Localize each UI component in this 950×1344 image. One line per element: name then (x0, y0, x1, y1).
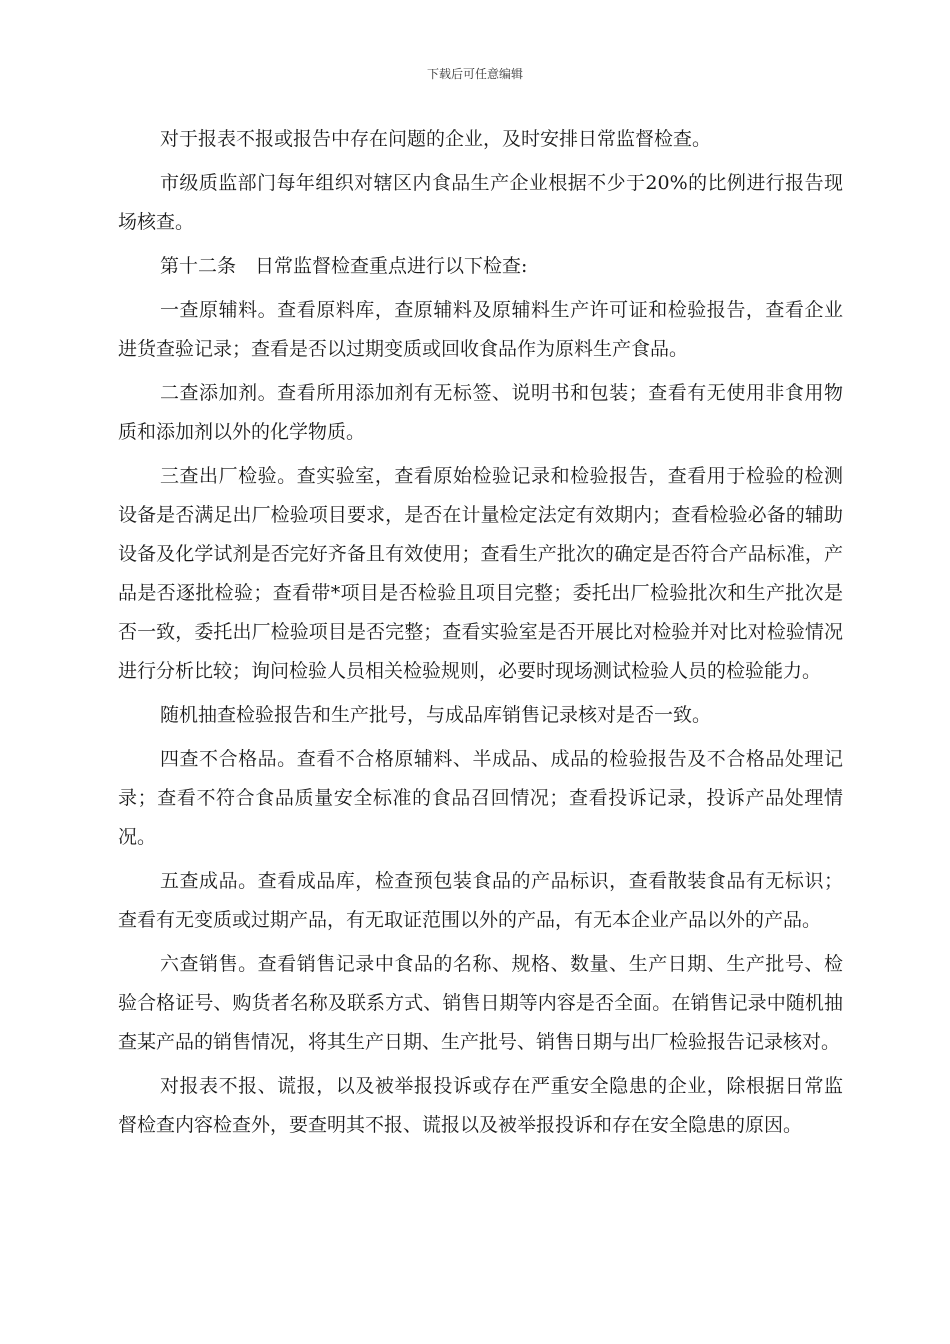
document-body (118, 120, 843, 1150)
paragraph-finished-products: 五查成品。查看成品库，检查预包装食品的产品标识，查看散装食品有无标识；查看有无变质或过期产品，有无取证范围以外的产品，有无本企业产品以外的产品。 (118, 870, 843, 931)
article-12-heading: 第十二条 日常监督检查重点进行以下检查: (160, 255, 528, 277)
paragraph-2: 市级质监部门每年组织对辖区内食品生产企业根据不少于20%的比例进行报告现场核查。 (118, 172, 843, 233)
paragraph-1: 对于报表不报或报告中存在问题的企业，及时安排日常监督检查。 (160, 128, 712, 150)
paragraph-false-reports: 对报表不报、谎报，以及被举报投诉或存在严重安全隐患的企业，除根据日常监督检查内容检查外，要查明其不报、谎报以及被举报投诉和存在安全隐患的原因。 (118, 1075, 843, 1136)
paragraph-raw-materials: 一查原辅料。查看原料库，查原辅料及原辅料生产许可证和检验报告，查看企业进货查验记录；查看是否以过期变质或回收食品作为原料生产食品。 (118, 299, 843, 360)
paragraph-nonconforming: 四查不合格品。查看不合格原辅料、半成品、成品的检验报告及不合格品处理记录；查看不符合食品质量安全标准的食品召回情况；查看投诉记录，投诉产品处理情况。 (118, 748, 843, 848)
paragraph-factory-inspection: 三查出厂检验。查实验室，查看原始检验记录和检验报告，查看用于检验的检测设备是否满足出厂检验项目要求，是否在计量检定法定有效期内；查看检验必备的辅助设备及化学试剂是否完好齐备且有效使用；查看生产批次的确定是否符合产品标准，产品是否逐批检验；查看带*项目是否检验且项目完整；委托出厂检验批次和生产批次是否一致，委托出厂检验项目是否完整；查看实验室是否开展比对检验并对比对检验情况进行分析比较；询问检验人员相关检验规则，必要时现场测试检验人员的检验能力。 (118, 465, 843, 682)
paragraph-random-check: 随机抽查检验报告和生产批号，与成品库销售记录核对是否一致。 (160, 704, 712, 726)
paragraph-additives: 二查添加剂。查看所用添加剂有无标签、说明书和包装；查看有无使用非食用物质和添加剂以外的化学物质。 (118, 382, 843, 443)
page-header: 下载后可任意编辑 (426, 67, 523, 81)
paragraph-sales: 六查销售。查看销售记录中食品的名称、规格、数量、生产日期、生产批号、检验合格证号、购货者名称及联系方式、销售日期等内容是否全面。在销售记录中随机抽查某产品的销售情况，将其生产日期、生产批号、销售日期与出厂检验报告记录核对。 (118, 953, 843, 1053)
